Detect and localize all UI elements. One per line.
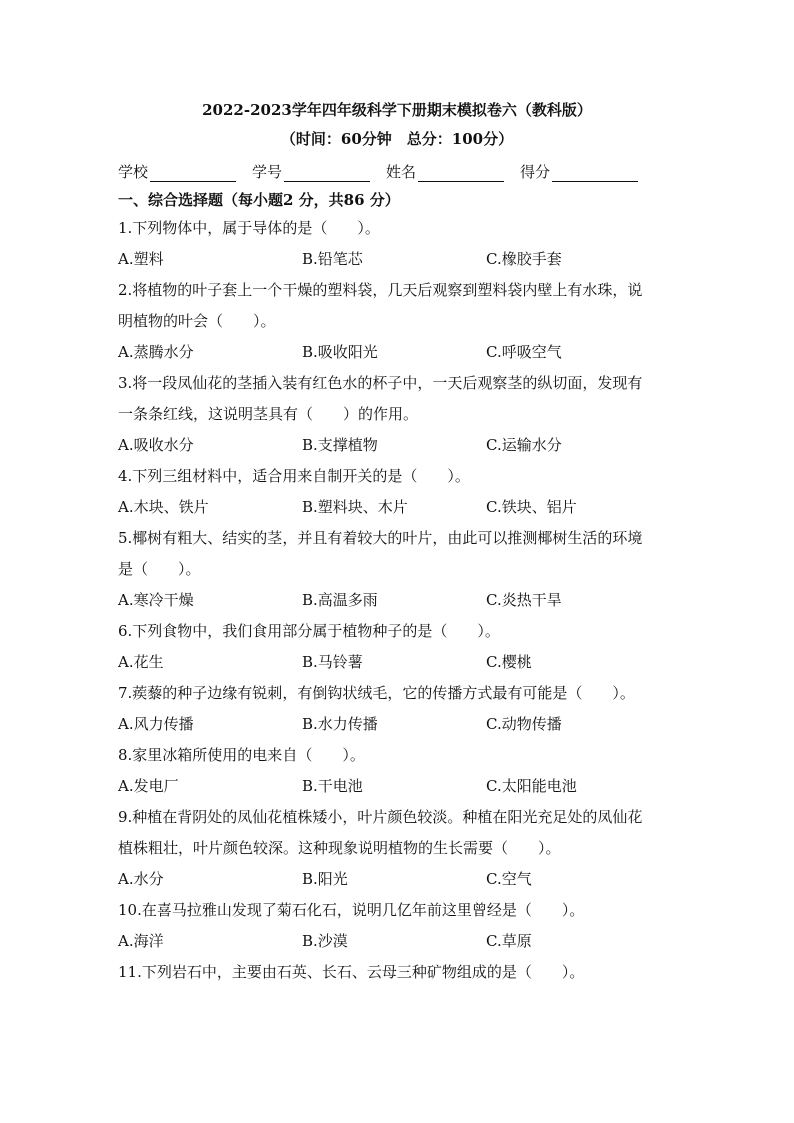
question-item xyxy=(118,895,676,957)
question-text: 11.下列岩石中，主要由石英、长石、云母三种矿物组成的是（ ）。 xyxy=(118,963,585,981)
option-b: B.塑料块、木片 xyxy=(302,498,408,516)
option-c: C.樱桃 xyxy=(486,653,532,671)
question-text: 10.在喜马拉雅山发现了菊石化石，说明几亿年前这里曾经是（ ）。 xyxy=(118,901,585,919)
student-id-field xyxy=(252,161,370,182)
question-item xyxy=(118,740,676,802)
score-label: 得分 xyxy=(520,163,551,181)
option-a: A.发电厂 xyxy=(118,777,179,795)
option-b: B.铅笔芯 xyxy=(302,250,363,268)
option-c: C.太阳能电池 xyxy=(486,777,577,795)
name-label: 姓名 xyxy=(386,163,417,181)
question-text: 5.椰树有粗大、结实的茎，并且有着较大的叶片，由此可以推测椰树生活的环境 xyxy=(118,529,643,547)
question-options xyxy=(118,709,676,740)
question-text-cont: 明植物的叶会（ ）。 xyxy=(118,312,276,330)
question-item xyxy=(118,461,676,523)
student-info-row xyxy=(118,158,676,182)
school-label: 学校 xyxy=(118,163,149,181)
school-blank[interactable] xyxy=(150,165,236,182)
question-options xyxy=(118,585,676,616)
option-a: A.寒冷干燥 xyxy=(118,591,194,609)
option-c: C.动物传播 xyxy=(486,715,562,733)
option-b: B.干电池 xyxy=(302,777,363,795)
question-options xyxy=(118,864,676,895)
option-c: C.草原 xyxy=(486,932,532,950)
question-text-cont: 是（ ）。 xyxy=(118,560,201,578)
option-b: B.吸收阳光 xyxy=(302,343,378,361)
question-text: 7.蒺藜的种子边缘有锐刺，有倒钩状绒毛，它的传播方式最有可能是（ ）。 xyxy=(118,684,635,702)
question-item xyxy=(118,802,676,895)
question-text: 1.下列物体中，属于导体的是（ ）。 xyxy=(118,219,380,237)
question-item xyxy=(118,957,676,988)
question-options xyxy=(118,337,676,368)
question-options xyxy=(118,647,676,678)
option-b: B.沙漠 xyxy=(302,932,348,950)
question-item xyxy=(118,616,676,678)
question-list xyxy=(118,213,676,988)
option-a: A.海洋 xyxy=(118,932,164,950)
option-b: B.高温多雨 xyxy=(302,591,378,609)
question-options xyxy=(118,430,676,461)
option-a: A.蒸腾水分 xyxy=(118,343,194,361)
question-text: 8.家里冰箱所使用的电来自（ ）。 xyxy=(118,746,365,764)
option-c: C.铁块、铝片 xyxy=(486,498,577,516)
option-c: C.呼吸空气 xyxy=(486,343,562,361)
option-c: C.运输水分 xyxy=(486,436,562,454)
question-options xyxy=(118,771,676,802)
option-a: A.吸收水分 xyxy=(118,436,194,454)
option-a: A.木块、铁片 xyxy=(118,498,209,516)
option-c: C.空气 xyxy=(486,870,532,888)
question-text: 4.下列三组材料中，适合用来自制开关的是（ ）。 xyxy=(118,467,470,485)
option-a: A.塑料 xyxy=(118,250,164,268)
student-id-blank[interactable] xyxy=(284,165,370,182)
question-item xyxy=(118,678,676,740)
question-text-cont: 一条条红线，这说明茎具有（ ）的作用。 xyxy=(118,405,419,423)
score-blank[interactable] xyxy=(552,165,638,182)
question-item xyxy=(118,213,676,275)
option-a: A.花生 xyxy=(118,653,164,671)
exam-subtitle: （时间：60分钟 总分：100分） xyxy=(280,130,514,148)
score-field xyxy=(520,161,638,182)
option-a: A.风力传播 xyxy=(118,715,194,733)
question-options xyxy=(118,926,676,957)
question-item xyxy=(118,523,676,616)
question-options xyxy=(118,244,676,275)
exam-title: 2022-2023学年四年级科学下册期末模拟卷六（教科版） xyxy=(202,101,592,119)
question-text: 2.将植物的叶子套上一个干燥的塑料袋，几天后观察到塑料袋内壁上有水珠，说 xyxy=(118,281,643,299)
section-title: 一、综合选择题（每小题2 分，共86 分） xyxy=(118,191,400,209)
option-c: C.炎热干旱 xyxy=(486,591,562,609)
name-blank[interactable] xyxy=(418,165,504,182)
option-a: A.水分 xyxy=(118,870,164,888)
school-field xyxy=(118,161,236,182)
question-text-cont: 植株粗壮，叶片颜色较深。这种现象说明植物的生长需要（ ）。 xyxy=(118,839,561,857)
question-text: 6.下列食物中，我们食用部分属于植物种子的是（ ）。 xyxy=(118,622,500,640)
student-id-label: 学号 xyxy=(252,163,283,181)
option-b: B.支撑植物 xyxy=(302,436,378,454)
option-c: C.橡胶手套 xyxy=(486,250,562,268)
question-text: 3.将一段凤仙花的茎插入装有红色水的杯子中，一天后观察茎的纵切面，发现有 xyxy=(118,374,643,392)
name-field xyxy=(386,161,504,182)
option-b: B.马铃薯 xyxy=(302,653,363,671)
question-text: 9.种植在背阴处的凤仙花植株矮小，叶片颜色较淡。种植在阳光充足处的凤仙花 xyxy=(118,808,643,826)
option-b: B.水力传播 xyxy=(302,715,378,733)
question-item xyxy=(118,368,676,461)
question-item xyxy=(118,275,676,368)
question-options xyxy=(118,492,676,523)
option-b: B.阳光 xyxy=(302,870,348,888)
